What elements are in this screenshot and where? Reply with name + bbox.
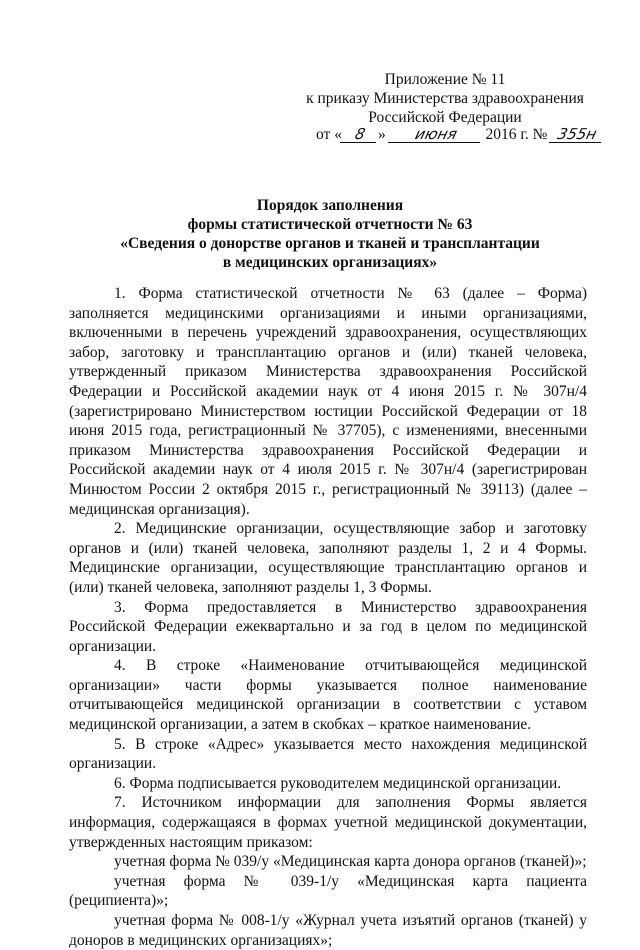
paragraph-2: 2. Медицинские организации, осуществляющие забор и заготовку органов и (или) тканей человека, заполняют разделы 1, 2 и 4 Формы. Медицинские организации, осуществляющие трансплантацию органов и (или) тканей человека, заполняют разделы 1, 3 Формы. xyxy=(69,520,587,596)
paragraph-7: 7. Источником информации для заполнения Формы является информация, содержащаяся в формах учетной медицинской документации, утвержденных настоящим приказом: xyxy=(69,794,587,851)
order-date-line xyxy=(316,126,603,144)
federation-name: Российской Федерации xyxy=(368,109,522,126)
list-item: учетная форма № 039/у «Медицинская карта донора органов (тканей)»; xyxy=(114,853,587,871)
list-item: учетная форма № 008-1/у «Журнал учета изъятий органов (тканей) у доноров в медицинских организациях»; xyxy=(69,912,587,949)
title-line-3: «Сведения о донорстве органов и тканей и трансплантации xyxy=(120,235,540,252)
date-year: 2016 г. № xyxy=(485,126,548,143)
document-body xyxy=(69,284,587,950)
paragraph-1: 1. Форма статистической отчетности № 63 (далее – Форма) заполняется медицинскими организациями и иными организациями, включенными в перечень учреждений здравоохранения, осуществляющих забор, заготовку и трансплантацию органов и (или) тканей человека, утвержденный приказом Министерства здравоохранения Российской Федерации и Российской академии наук от 4 июня 2015 г. № 307н/4 (зарегистрировано Министерством юстиции Российской Федерации от 18 июня 2015 года, регистрационный № 37705), с изменениями, внесенными приказом Министерства здравоохранения Российской Федерации и Российской академии наук от 4 июля 2015 г. № 307н/4 (зарегистрирован Минюстом России 2 октября 2015 г., регистрационный № 39113) (далее – медицинская организация). xyxy=(69,285,587,518)
paragraph-5: 5. В строке «Адрес» указывается место нахождения медицинской организации. xyxy=(69,735,587,773)
document-title xyxy=(80,196,580,272)
appendix-header xyxy=(300,70,590,127)
order-reference: к приказу Министерства здравоохранения xyxy=(306,90,584,107)
handwritten-order-number: 355н xyxy=(549,126,605,143)
handwritten-day: 8 xyxy=(340,126,380,143)
paragraph-4: 4. В строке «Наименование отчитывающейся медицинской организации» части формы указывается полное наименование отчитывающейся медицинской организации в соответствии с уставом медицинской организации, а затем в скобках – краткое наименование. xyxy=(69,657,587,734)
list-item: учетная форма № 039-1/у «Медицинская карта пациента (реципиента)»; xyxy=(69,872,587,910)
date-mid: » xyxy=(377,126,386,143)
date-prefix: от « xyxy=(316,126,342,143)
handwritten-month: июня xyxy=(387,126,483,143)
appendix-number: Приложение № 11 xyxy=(384,71,506,88)
paragraph-3: 3. Форма предоставляется в Министерство здравоохранения Российской Федерации ежеквартально и за год в целом по медицинской организации. xyxy=(69,598,587,655)
paragraph-6: 6. Форма подписывается руководителем медицинской организации. xyxy=(114,774,562,792)
title-line-1: Порядок заполнения xyxy=(256,197,404,214)
title-line-4: в медицинских организациях» xyxy=(222,254,438,271)
title-line-2: формы статистической отчетности № 63 xyxy=(187,216,473,233)
